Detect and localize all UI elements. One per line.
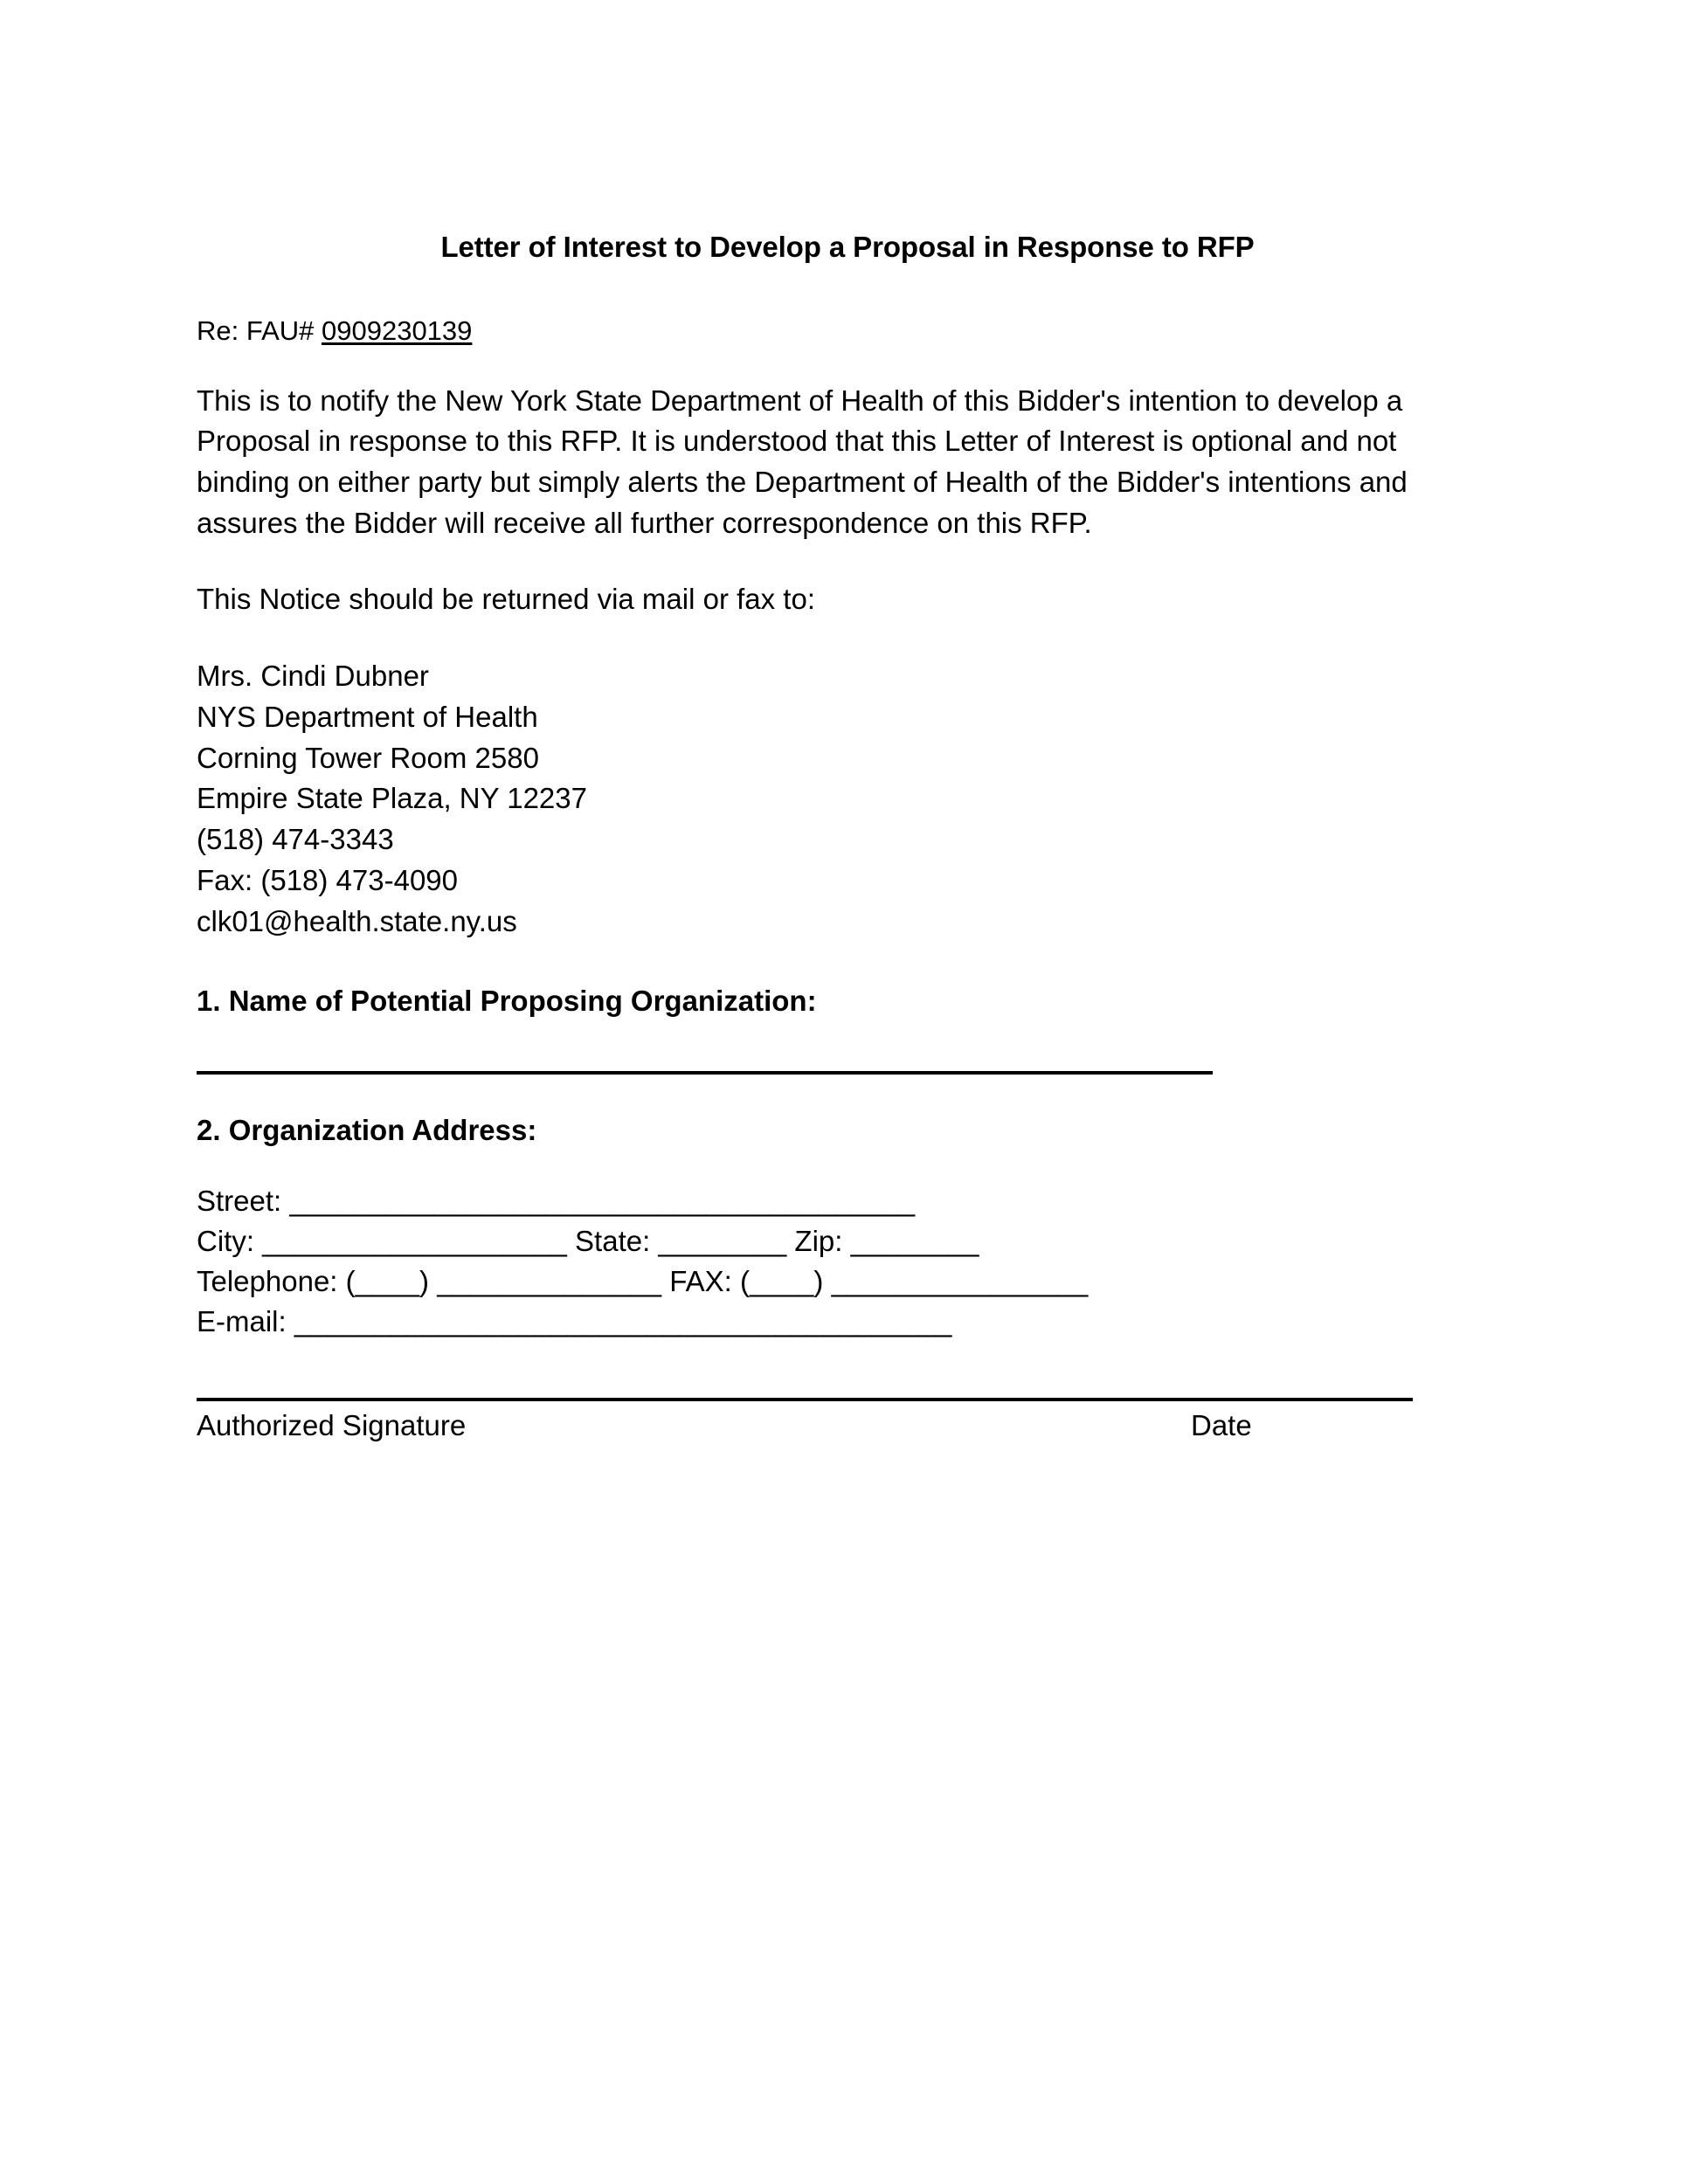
signature-area	[197, 1342, 1498, 1446]
fau-number: 0909230139	[322, 315, 473, 347]
address-fax: Fax: (518) 473-4090	[197, 864, 459, 897]
reference-line	[197, 265, 1498, 349]
telephone-fax-field[interactable]: Telephone: (____) ______________ FAX: (____) ________________	[197, 1265, 1089, 1298]
address-room: Corning Tower Room 2580	[197, 741, 539, 774]
intro-paragraph: This is to notify the New York State Department of Health of this Bidder's intention to develop a Proposal in response to this RFP. It is understood that this Letter of Interest is optional and not binding on either party but simply alerts the Department of Health of the Bidder's intentions and assures the Bidder will receive all further correspondence on this RFP.	[197, 384, 1408, 540]
organization-address-fields	[197, 1150, 1498, 1343]
address-agency: NYS Department of Health	[197, 700, 538, 733]
page-title: Letter of Interest to Develop a Proposal in Response to RFP	[440, 231, 1255, 263]
address-city-state-zip: Empire State Plaza, NY 12237	[197, 782, 587, 815]
street-field[interactable]: Street: _______________________________________	[197, 1184, 916, 1217]
section-heading-organization-name: 1. Name of Potential Proposing Organization:	[197, 984, 817, 1017]
return-instruction: This Notice should be returned via mail or fax to:	[197, 582, 816, 615]
address-phone: (518) 474-3343	[197, 823, 394, 856]
address-email: clk01@health.state.ny.us	[197, 905, 517, 937]
reference-prefix: Re: FAU#	[197, 315, 322, 347]
authorized-signature-label: Authorized Signature	[197, 1409, 467, 1442]
section-heading-organization-address: 2. Organization Address:	[197, 1113, 537, 1146]
date-label: Date	[1191, 1409, 1252, 1442]
city-state-zip-field[interactable]: City: ___________________ State: ________ Zip: ________	[197, 1224, 979, 1257]
signature-labels	[197, 1401, 1498, 1446]
document-body	[197, 0, 1498, 1446]
return-address-block	[197, 620, 1498, 943]
email-field[interactable]: E-mail: _________________________________________	[197, 1305, 952, 1338]
address-name: Mrs. Cindi Dubner	[197, 659, 429, 692]
